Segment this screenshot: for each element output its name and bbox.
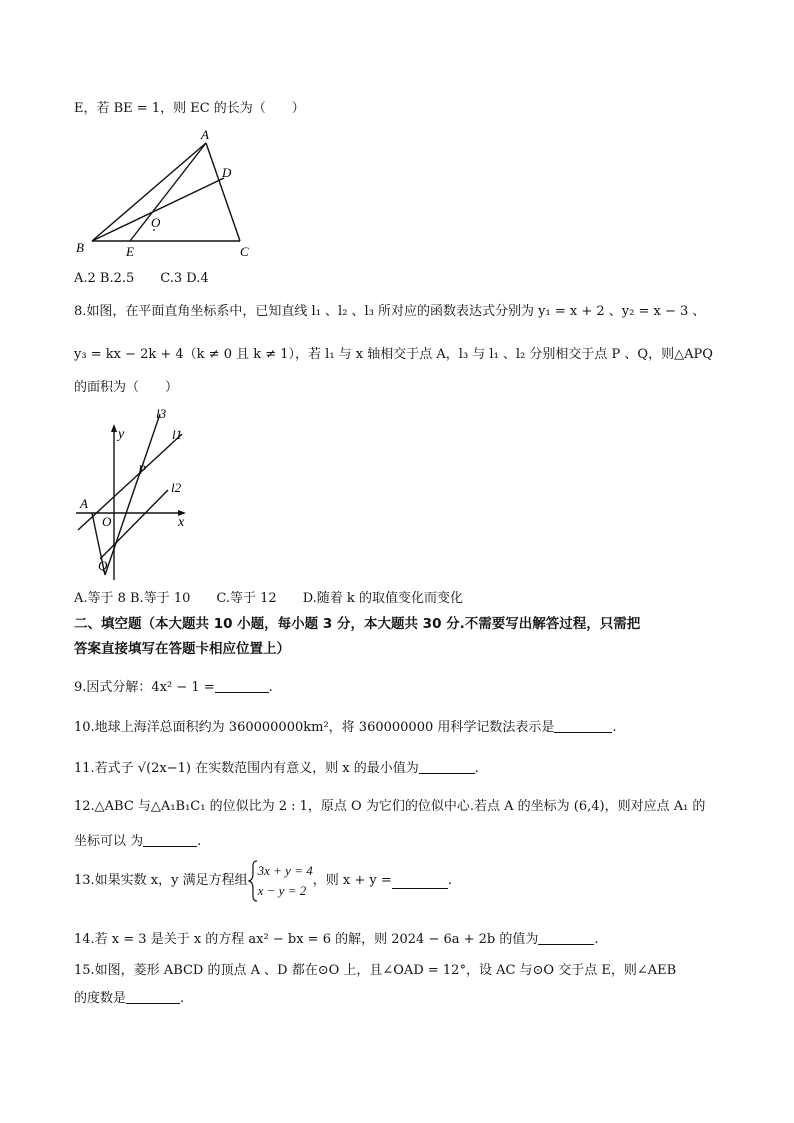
q12-answer-blank[interactable] (143, 832, 197, 847)
system-brace-icon (248, 860, 258, 902)
q8-options: A.等于 8 B.等于 10 C.等于 12 D.随着 k 的取值变化而变化 (74, 591, 463, 606)
label-d: D (222, 165, 232, 180)
y-axis-arrow (111, 424, 117, 432)
q14-answer-blank[interactable] (538, 930, 594, 945)
label-p: P (138, 462, 146, 477)
q11-text: 11.若式子 √(2x−1) 在实数范围内有意义，则 x 的最小值为 (74, 761, 419, 776)
segment-ba (92, 143, 206, 241)
q8-stem-line2: y₃ = kx − 2k + 4（k ≠ 0 且 k ≠ 1），若 l₁ 与 x 轴相交于点 A，l₃ 与 l₁ 、l₂ 分别相交于点 P 、Q，则△APQ (74, 347, 713, 362)
q8-stem-line1: 8.如图，在平面直角坐标系中，已知直线 l₁ 、l₂ 、l₃ 所对应的函数表达式分别为 y₁ = x + 2 、y₂ = x − 3 、 (74, 304, 706, 319)
q14-line: 14.若 x = 3 是关于 x 的方程 ax² − bx = 6 的解，则 2024 − 6a + 2b 的值为 . (74, 932, 599, 947)
q7-stem-tail: E，若 BE = 1，则 EC 的长为（ ） (74, 101, 305, 116)
q9-answer-blank[interactable] (215, 678, 269, 693)
q12-line1: 12.△ABC 与△A₁B₁C₁ 的位似比为 2 : 1，原点 O 为它们的位似中心.若点 A 的坐标为 (6,4)，则对应点 A₁ 的 (74, 799, 706, 814)
label-a: A (80, 496, 88, 511)
line-l1 (78, 434, 182, 530)
segment-bd (92, 178, 224, 241)
q13-text-suffix: ，则 x + y = (312, 873, 392, 888)
label-l1: l1 (172, 427, 183, 442)
q14-text: 14.若 x = 3 是关于 x 的方程 ax² − bx = 6 的解，则 2024 − 6a + 2b 的值为 (74, 932, 539, 947)
label-c: C (240, 244, 249, 259)
section2-heading-line1: 二、填空题（本大题共 10 小题，每小题 3 分，本大题共 30 分.不需要写出解答过程，只需把 (74, 616, 641, 632)
label-x: x (178, 515, 185, 530)
q7-triangle-figure (74, 126, 264, 262)
q8-coordinate-figure (74, 404, 198, 580)
q13-answer-blank[interactable] (392, 874, 448, 889)
label-o: O (102, 514, 112, 529)
label-l3: l3 (156, 406, 167, 421)
label-y: y (118, 427, 125, 442)
label-q: Q (98, 558, 108, 573)
q13-equation-2: x − y = 2 (257, 883, 307, 898)
q13-line: 13.如果实数 x，y 满足方程组 3x + y = 4 x − y = 2 ，则 x + y = . (74, 858, 452, 904)
q13-equation-1: 3x + y = 4 (257, 863, 313, 878)
segment-ac (206, 143, 240, 241)
q13-text-prefix: 13.如果实数 x，y 满足方程组 (74, 873, 248, 888)
label-a: A (201, 127, 209, 142)
section2-heading-line2: 答案直接填写在答题卡相应位置上） (74, 641, 290, 657)
q9-text: 9.因式分解：4x² − 1 = (74, 680, 215, 695)
q12-line2: 坐标可以 为 . (74, 834, 202, 849)
line-l3 (105, 414, 160, 575)
q15-line2: 的度数是 . (74, 991, 185, 1006)
q10-answer-blank[interactable] (554, 718, 612, 733)
label-e: E (126, 244, 134, 259)
q12-text: 坐标可以 为 (74, 834, 144, 849)
q13-equation-system (258, 861, 313, 901)
q7-options: A.2 B.2.5 C.3 D.4 (74, 271, 209, 286)
q10-line: 10.地球上海洋总面积约为 360000000km²，将 360000000 用科学记数法表示是 . (74, 720, 617, 735)
q9-line: 9.因式分解：4x² − 1 = . (74, 680, 273, 695)
q11-answer-blank[interactable] (419, 759, 475, 774)
q8-stem-line3: 的面积为（ ） (74, 380, 179, 395)
q11-line: 11.若式子 √(2x−1) 在实数范围内有意义，则 x 的最小值为 . (74, 761, 479, 776)
label-o: O (151, 215, 161, 230)
label-l2: l2 (171, 480, 182, 495)
q15-text: 的度数是 (74, 991, 127, 1006)
q10-text: 10.地球上海洋总面积约为 360000000km²，将 360000000 用科学记数法表示是 (74, 720, 555, 735)
q15-line1: 15.如图，菱形 ABCD 的顶点 A 、D 都在⊙O 上，且∠OAD = 12°，设 AC 与⊙O 交于点 E，则∠AEB (74, 963, 677, 978)
q15-answer-blank[interactable] (126, 989, 180, 1004)
label-b: B (76, 240, 84, 255)
